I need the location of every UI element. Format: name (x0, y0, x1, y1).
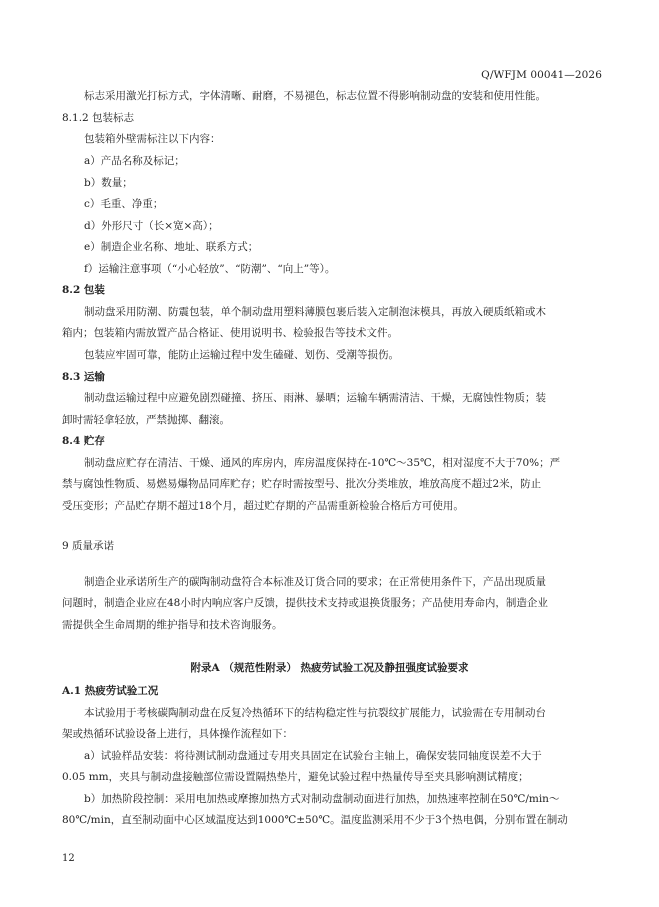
paragraph-line: 制动盘运输过程中应避免剧烈碰撞、挤压、雨淋、暴晒；运输车辆需清洁、干燥，无腐蚀性物质；装 (84, 392, 546, 404)
list-item: a）产品名称及标记； (84, 155, 185, 167)
paragraph-line: 制动盘应贮存在清洁、干燥、通风的库房内，库房温度保持在-10℃～35℃，相对湿度不大于70%；严 (84, 457, 561, 469)
paragraph-line: 本试验用于考核碳陶制动盘在反复冷热循环下的结构稳定性与抗裂纹扩展能力，试验需在专用制动台 (84, 707, 546, 719)
list-item: b）数量； (84, 177, 133, 189)
section-8-1-1-continued: 标志采用激光打标方式，字体清晰、耐磨，不易褪色，标志位置不得影响制动盘的安装和使用性能。 (84, 90, 546, 102)
list-item-continued: 80℃/min，直至制动面中心区域温度达到1000℃±50℃。温度监测采用不少于3个热电偶，分别布置在制动 (62, 814, 568, 826)
section-heading-8-4: 8.4 贮存 (62, 435, 105, 447)
section-heading-a1: A.1 热疲劳试验工况 (62, 685, 159, 697)
paragraph-line: 问题时，制造企业应在48小时内响应客户反馈，提供技术支持或退换货服务；产品使用寿命内，制造企业 (62, 597, 548, 609)
list-item: c）毛重、净重； (84, 198, 164, 210)
section-heading-8-3: 8.3 运输 (62, 371, 105, 383)
appendix-title: 附录A （规范性附录） 热疲劳试验工况及静扭强度试验要求 (190, 662, 469, 674)
paragraph-line: 禁与腐蚀性物质、易燃易爆物品同库贮存；贮存时需按型号、批次分类堆放，堆放高度不超过2米，防止 (62, 478, 542, 490)
list-item: b）加热阶段控制：采用电加热或摩擦加热方式对制动盘制动面进行加热，加热速率控制在50℃/min～ (84, 793, 560, 805)
paragraph-line: 包装应牢固可靠，能防止运输过程中发生磕碰、划伤、受潮等损伤。 (84, 349, 399, 361)
document-code: Q/WFJM 00041—2026 (481, 69, 602, 81)
section-heading-9: 9 质量承诺 (62, 540, 115, 552)
paragraph-line: 制造企业承诺所生产的碳陶制动盘符合本标准及订货合同的要求；在正常使用条件下，产品出现质量 (84, 576, 546, 588)
section-heading-8-2: 8.2 包装 (62, 284, 105, 296)
list-item-continued: 0.05 mm，夹具与制动盘接触部位需设置隔热垫片，避免试验过程中热量传导至夹具影响测试精度； (62, 771, 529, 783)
page-number: 12 (62, 853, 75, 864)
paragraph-line: 架或热循环试验设备上进行，具体操作流程如下： (62, 728, 293, 740)
list-item: e）制造企业名称、地址、联系方式； (84, 241, 259, 253)
list-item: f）运输注意事项（“小心轻放”、“防潮”、“向上”等）。 (84, 263, 336, 275)
list-item: d）外形尺寸（长×宽×高）； (84, 220, 219, 232)
paragraph-line: 卸时需轻拿轻放，严禁抛掷、翻滚。 (62, 414, 230, 426)
paragraph: 包装箱外壁需标注以下内容： (84, 133, 221, 145)
paragraph-line: 箱内；包装箱内需放置产品合格证、使用说明书、检验报告等技术文件。 (62, 327, 398, 339)
paragraph-line: 制动盘采用防潮、防震包装，单个制动盘用塑料薄膜包裹后装入定制泡沫模具，再放入硬质纸箱或木 (84, 306, 546, 318)
paragraph-line: 受压变形；产品贮存期不超过18个月，超过贮存期的产品需重新检验合格后方可使用。 (62, 500, 464, 512)
list-item: a）试验样品安装：将待测试制动盘通过专用夹具固定在试验台主轴上，确保安装同轴度误差不大于 (84, 750, 542, 762)
paragraph-line: 需提供全生命周期的维护指导和技术咨询服务。 (62, 619, 283, 631)
section-heading-8-1-2: 8.1.2 包装标志 (62, 112, 135, 124)
